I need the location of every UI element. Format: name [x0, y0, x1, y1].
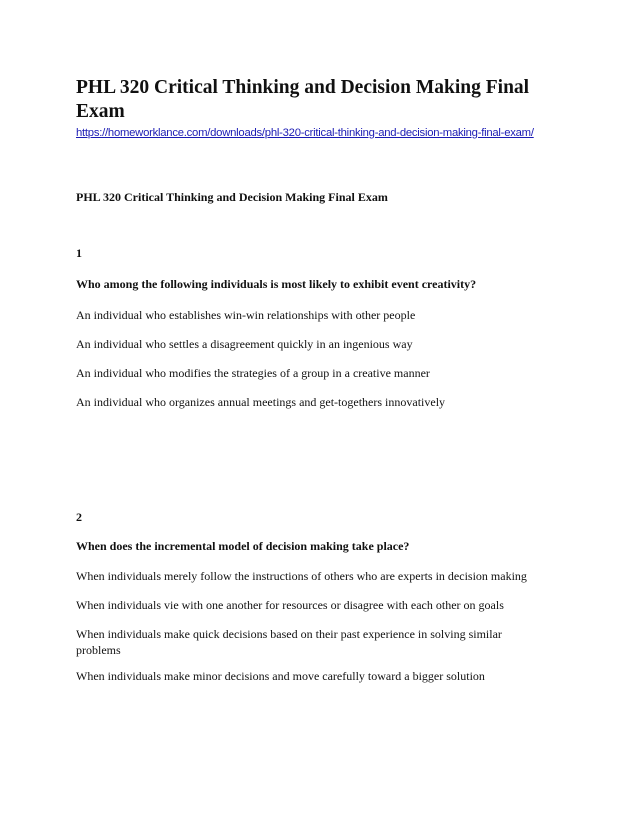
answer-option: When individuals make minor decisions and move carefully toward a bigger solution [76, 669, 485, 683]
answer-option: An individual who settles a disagreement quickly in an ingenious way [76, 337, 413, 351]
answer-option: When individuals merely follow the instructions of others who are experts in decision making [76, 569, 527, 583]
document-link[interactable]: https://homeworklance.com/downloads/phl-320-critical-thinking-and-decision-making-final-exam/ [76, 127, 534, 139]
answer-option: When individuals make quick decisions based on their past experience in solving similar problems [76, 627, 502, 657]
answer-option: When individuals vie with one another for resources or disagree with each other on goals [76, 598, 504, 612]
document-title: PHL 320 Critical Thinking and Decision Making Final Exam [76, 77, 530, 122]
question-number: 2 [76, 510, 82, 524]
question-number: 1 [76, 246, 82, 260]
answer-option: An individual who establishes win-win relationships with other people [76, 308, 416, 322]
question-text: Who among the following individuals is most likely to exhibit event creativity? [76, 277, 477, 291]
answer-option: An individual who modifies the strategies of a group in a creative manner [76, 366, 430, 380]
question-text: When does the incremental model of decision making take place? [76, 539, 410, 553]
document-subtitle: PHL 320 Critical Thinking and Decision Making Final Exam [76, 190, 388, 204]
answer-option: An individual who organizes annual meetings and get-togethers innovatively [76, 395, 446, 409]
